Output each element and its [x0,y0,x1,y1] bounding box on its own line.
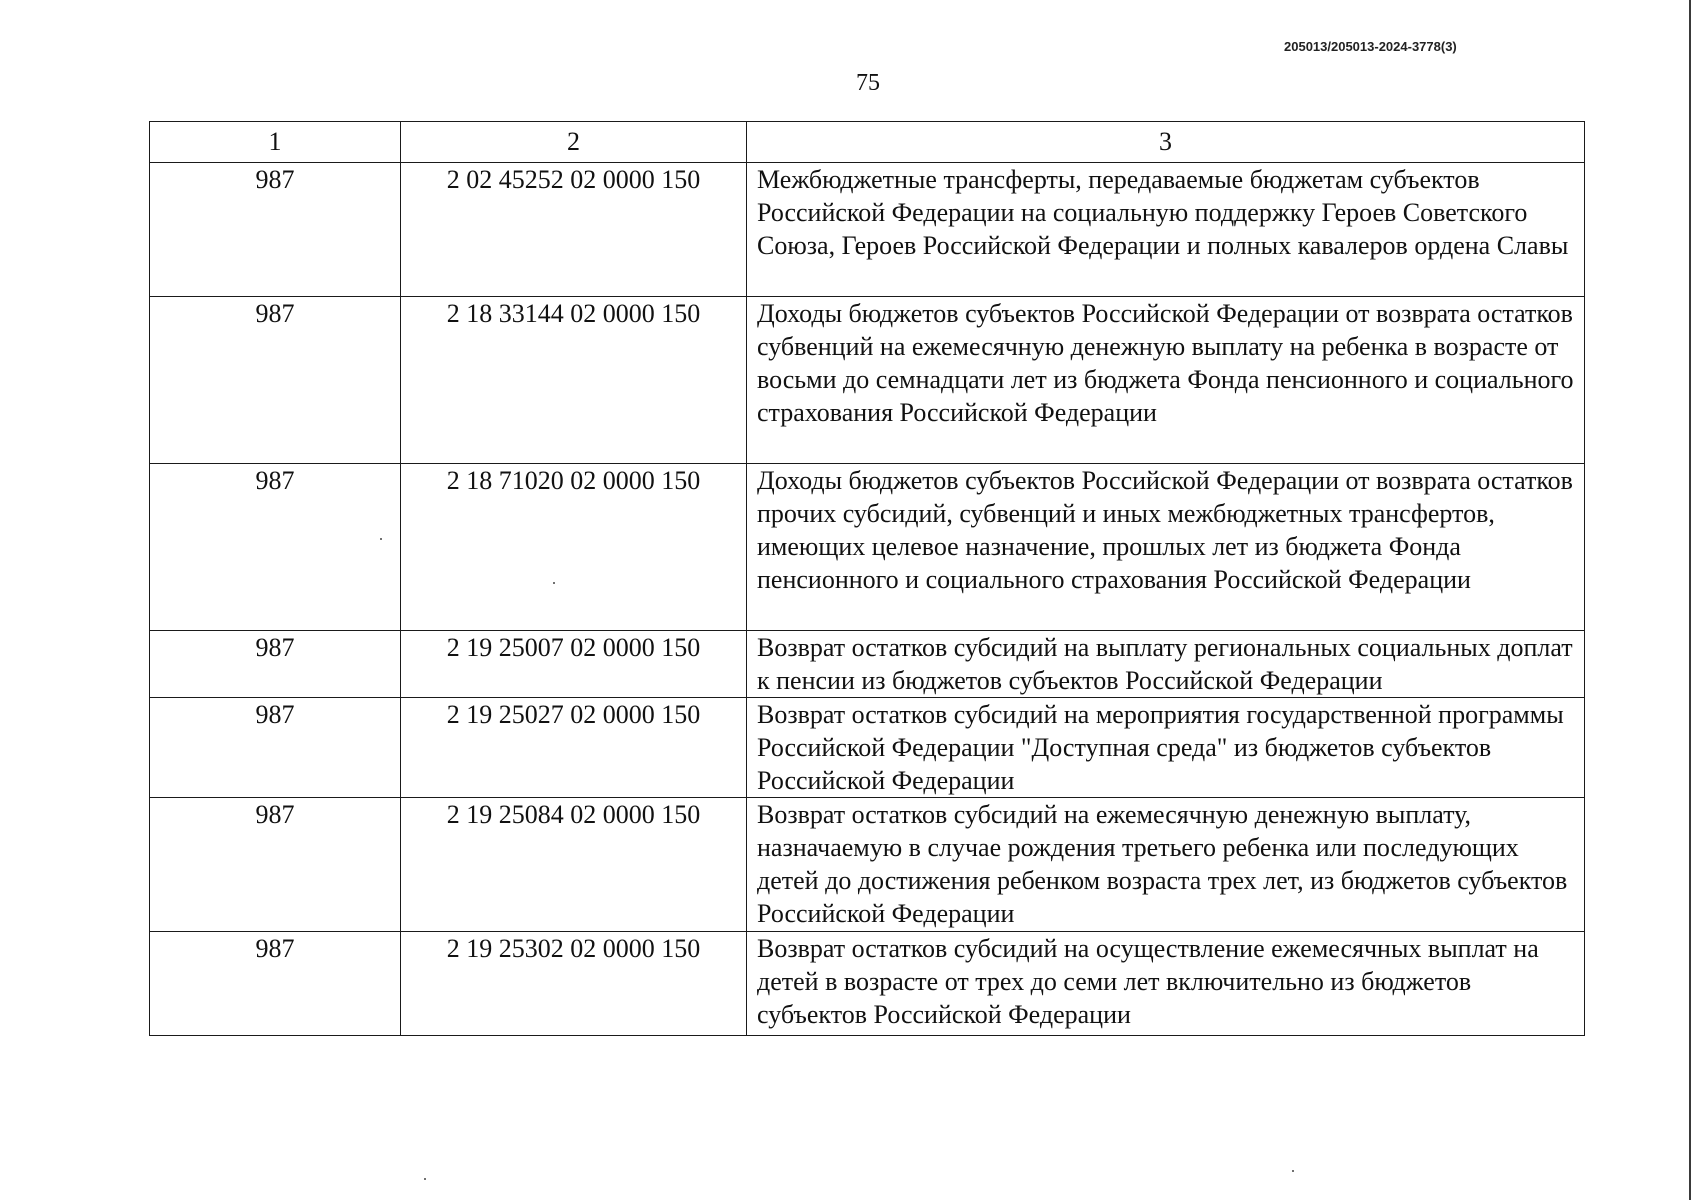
admin-code-cell [150,464,401,631]
admin-code-cell [150,932,401,1036]
admin-code-cell [150,798,401,932]
admin-code: 987 [255,934,295,963]
description: Возврат остатков субсидий на осуществление ежемесячных выплат на детей в возрасте от трех до семи лет включительно из бюджетов субъектов Российской Федерации [757,934,1539,1029]
admin-code: 987 [255,165,295,194]
admin-code: 987 [255,800,295,829]
revenue-code: 2 18 71020 02 0000 150 [446,466,701,495]
revenue-code-cell [401,464,747,631]
description-cell [747,297,1585,464]
revenue-code: 2 19 25027 02 0000 150 [446,700,701,729]
table-row [150,163,1585,297]
revenue-code: 2 19 25084 02 0000 150 [446,800,701,829]
revenue-code-cell [401,297,747,464]
description: Доходы бюджетов субъектов Российской Федерации от возврата остатков субвенций на ежемесячную денежную выплату на ребенка в возрасте от восьми до семнадцати лет из бюджета Фонда пенсионного и социального страхования Российской Федерации [757,299,1574,427]
revenue-code-cell [401,163,747,297]
description: Возврат остатков субсидий на выплату региональных социальных доплат к пенсии из бюджетов субъектов Российской Федерации [757,633,1573,695]
revenue-code: 2 02 45252 02 0000 150 [446,165,701,194]
page-number: 75 [856,70,880,96]
revenue-code-cell [401,698,747,798]
document-id: 205013/205013-2024-3778(3) [1284,39,1457,54]
column-header: 3 [747,122,1585,163]
description-cell [747,163,1585,297]
description: Возврат остатков субсидий на мероприятия государственной программы Российской Федерации "Доступная среда" из бюджетов субъектов Российской Федерации [757,700,1564,795]
scan-speck [424,1178,426,1180]
column-header: 2 [401,122,747,163]
table-row [150,798,1585,932]
column-header: 1 [150,122,401,163]
revenue-codes-table [149,121,1585,1036]
admin-code: 987 [255,299,295,328]
admin-code-cell [150,698,401,798]
description-cell [747,631,1585,698]
revenue-code: 2 19 25007 02 0000 150 [446,633,701,662]
revenue-code-cell [401,798,747,932]
revenue-code-cell [401,631,747,698]
table-row [150,932,1585,1036]
admin-code-cell [150,297,401,464]
admin-code-cell [150,631,401,698]
table-row [150,297,1585,464]
description-cell [747,798,1585,932]
admin-code: 987 [255,466,295,495]
scan-edge [1689,0,1691,1200]
table-row [150,631,1585,698]
description: Возврат остатков субсидий на ежемесячную денежную выплату, назначаемую в случае рождения третьего ребенка или последующих детей до достижения ребенком возраста трех лет, из бюджетов субъектов Российской Федерации [757,800,1568,928]
table-header-row [150,122,1585,163]
admin-code: 987 [255,700,295,729]
table-row [150,464,1585,631]
scan-speck [1292,1170,1294,1172]
admin-code-cell [150,163,401,297]
revenue-code: 2 19 25302 02 0000 150 [446,934,701,963]
revenue-code-cell [401,932,747,1036]
revenue-code: 2 18 33144 02 0000 150 [446,299,701,328]
admin-code: 987 [255,633,295,662]
description-cell [747,698,1585,798]
description-cell [747,464,1585,631]
description: Межбюджетные трансферты, передаваемые бюджетам субъектов Российской Федерации на социальную поддержку Героев Советского Союза, Героев Российской Федерации и полных кавалеров ордена Славы [757,165,1569,260]
table-row [150,698,1585,798]
description-cell [747,932,1585,1036]
description: Доходы бюджетов субъектов Российской Федерации от возврата остатков прочих субсидий, субвенций и иных межбюджетных трансфертов, имеющих целевое назначение, прошлых лет из бюджета Фонда пенсионного и социального страхования Российской Федерации [757,466,1573,594]
